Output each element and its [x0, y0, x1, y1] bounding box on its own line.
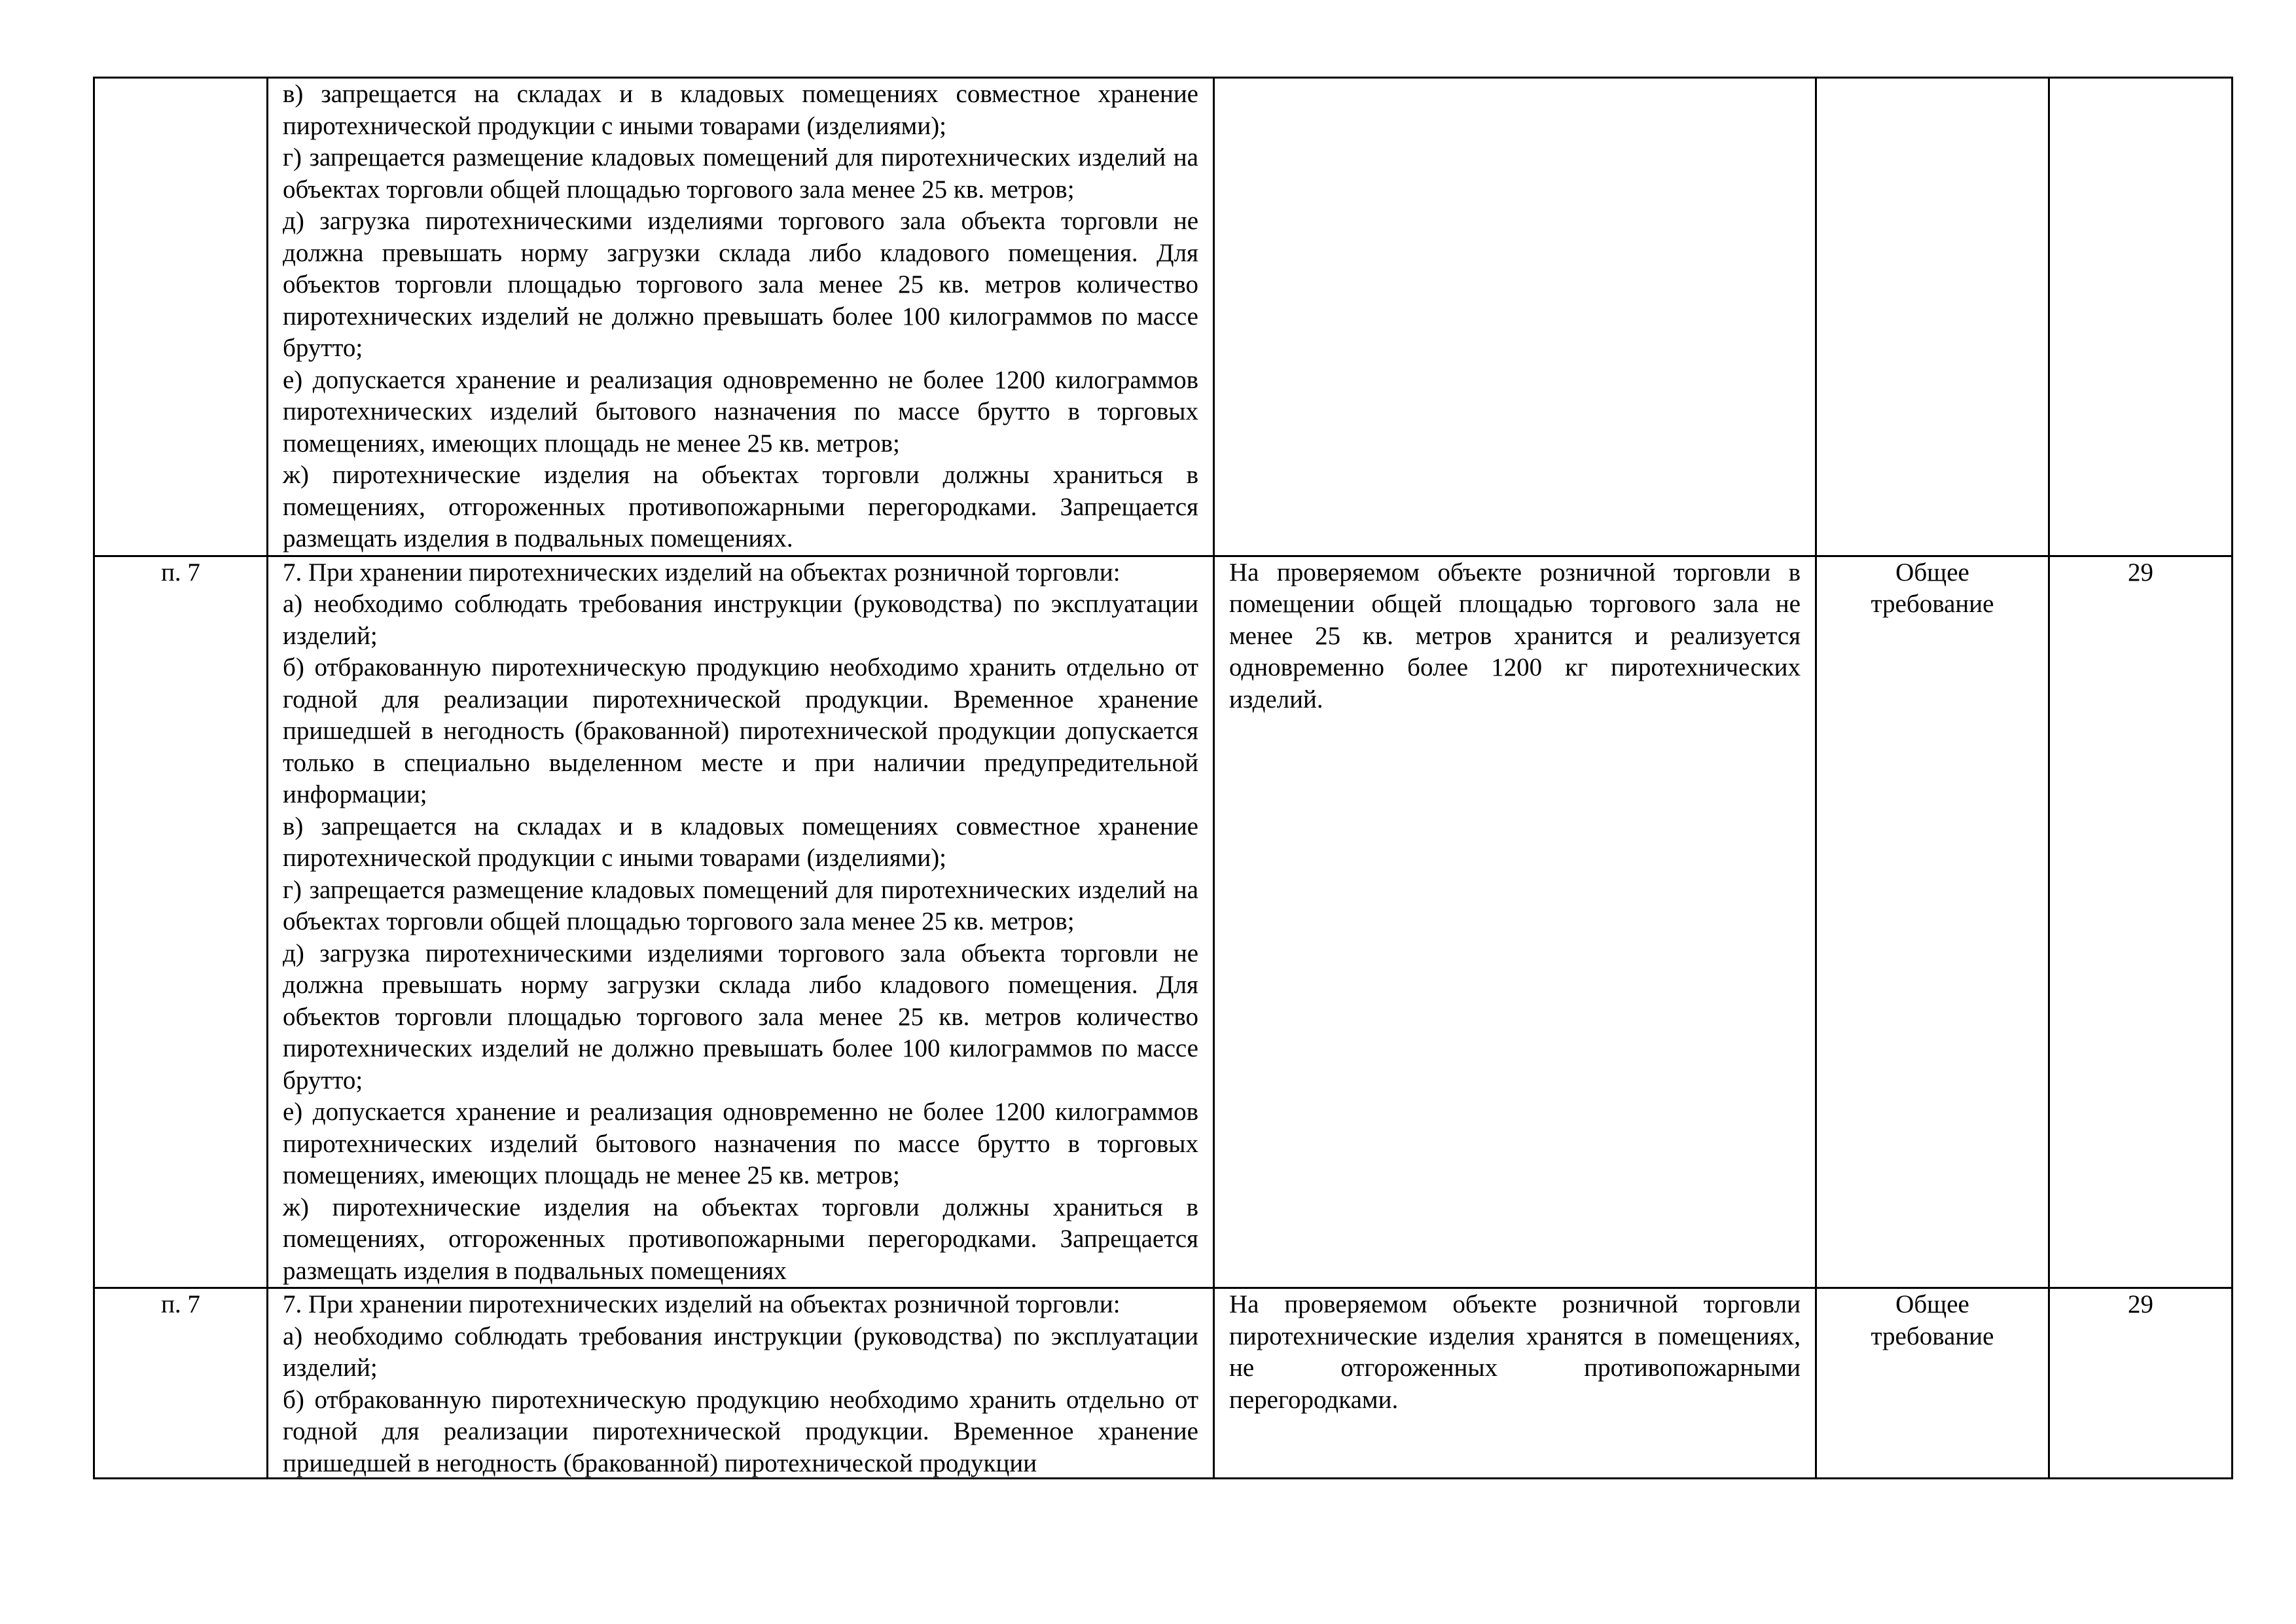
number-cell	[2049, 78, 2233, 556]
finding-cell	[1214, 78, 1816, 556]
point-cell: п. 7	[94, 1288, 268, 1479]
point-cell	[94, 78, 268, 556]
requirement-paragraph: ж) пиротехнические изделия на объектах торговли должны храниться в помещениях, отгороженных противопожарными перегородками. Запрещается размещать изделия в подвальных помещениях.	[283, 461, 1198, 552]
requirement-paragraph: е) допускается хранение и реализация одновременно не более 1200 килограммов пиротехнических изделий бытового назначения по массе брутто в торговых помещениях, имеющих площадь не менее 25 кв. метров;	[283, 365, 1198, 458]
requirement-paragraph: а) необходимо соблюдать требования инструкции (руководства) по эксплуатации изделий;	[283, 590, 1198, 650]
number-cell: 29	[2049, 556, 2233, 1288]
finding-cell: На проверяемом объекте розничной торговли в помещении общей площадью торгового зала не менее 25 кв. метров хранится и реализуется одновременно более 1200 кг пиротехнических изделий.	[1214, 556, 1816, 1288]
requirement-cell	[268, 1288, 1214, 1479]
number-cell: 29	[2049, 1288, 2233, 1479]
requirement-paragraph: е) допускается хранение и реализация одновременно не более 1200 килограммов пиротехнических изделий бытового назначения по массе брутто в торговых помещениях, имеющих площадь не менее 25 кв. метров;	[283, 1098, 1198, 1189]
requirement-paragraph: д) загрузка пиротехническими изделиями торгового зала объекта торговли не должна превышать норму загрузки склада либо кладового помещения. Для объектов торговли площадью торгового зала менее 25 кв. метров количество пиротехнических изделий не должно превышать более 100 килограммов по массе брутто;	[283, 939, 1198, 1094]
requirement-paragraph: б) отбракованную пиротехническую продукцию необходимо хранить отдельно от годной для реализации пиротехнической продукции. Временное хранение пришедшей в негодность (бракованной) пиротехнической продукции	[283, 1385, 1198, 1477]
requirement-type-cell	[1816, 78, 2049, 556]
requirement-paragraph: ж) пиротехнические изделия на объектах торговли должны храниться в помещениях, отгороженных противопожарными перегородками. Запрещается размещать изделия в подвальных помещениях	[283, 1193, 1198, 1285]
requirement-cell	[268, 556, 1214, 1288]
requirement-paragraph: в) запрещается на складах и в кладовых помещениях совместное хранение пиротехнической продукции с иными товарами (изделиями);	[283, 812, 1198, 872]
requirement-cell	[268, 78, 1214, 556]
requirement-paragraph: а) необходимо соблюдать требования инструкции (руководства) по эксплуатации изделий;	[283, 1322, 1198, 1382]
requirement-type-cell: Общее требование	[1816, 1288, 2049, 1479]
requirement-type-cell: Общее требование	[1816, 556, 2049, 1288]
requirement-paragraph: в) запрещается на складах и в кладовых помещениях совместное хранение пиротехнической продукции с иными товарами (изделиями);	[283, 80, 1198, 140]
requirement-paragraph: б) отбракованную пиротехническую продукцию необходимо хранить отдельно от годной для реализации пиротехнической продукции. Временное хранение пришедшей в негодность (бракованной) пиротехнической продукции допускается только в специально выделенном месте и при наличии предупредительной информации;	[283, 653, 1198, 808]
requirements-table	[93, 77, 2233, 1479]
table-row	[94, 1288, 2233, 1479]
requirement-paragraph: 7. При хранении пиротехнических изделий на объектах розничной торговли:	[283, 1290, 1121, 1318]
point-cell: п. 7	[94, 556, 268, 1288]
requirement-clip	[283, 1289, 1198, 1477]
table-row	[94, 78, 2233, 556]
requirement-paragraph: г) запрещается размещение кладовых помещений для пиротехнических изделий на объектах торговли общей площадью торгового зала менее 25 кв. метров;	[283, 143, 1198, 204]
requirement-paragraph: д) загрузка пиротехническими изделиями торгового зала объекта торговли не должна превышать норму загрузки склада либо кладового помещения. Для объектов торговли площадью торгового зала менее 25 кв. метров количество пиротехнических изделий не должно превышать более 100 килограммов по массе брутто;	[283, 207, 1198, 362]
requirement-paragraph: 7. При хранении пиротехнических изделий на объектах розничной торговли:	[283, 558, 1121, 586]
requirement-paragraph: г) запрещается размещение кладовых помещений для пиротехнических изделий на объектах торговли общей площадью торгового зала менее 25 кв. метров;	[283, 875, 1198, 935]
finding-cell: На проверяемом объекте розничной торговли пиротехнические изделия хранятся в помещениях, не отгороженных противопожарными перегородками.	[1214, 1288, 1816, 1479]
table-row	[94, 556, 2233, 1288]
